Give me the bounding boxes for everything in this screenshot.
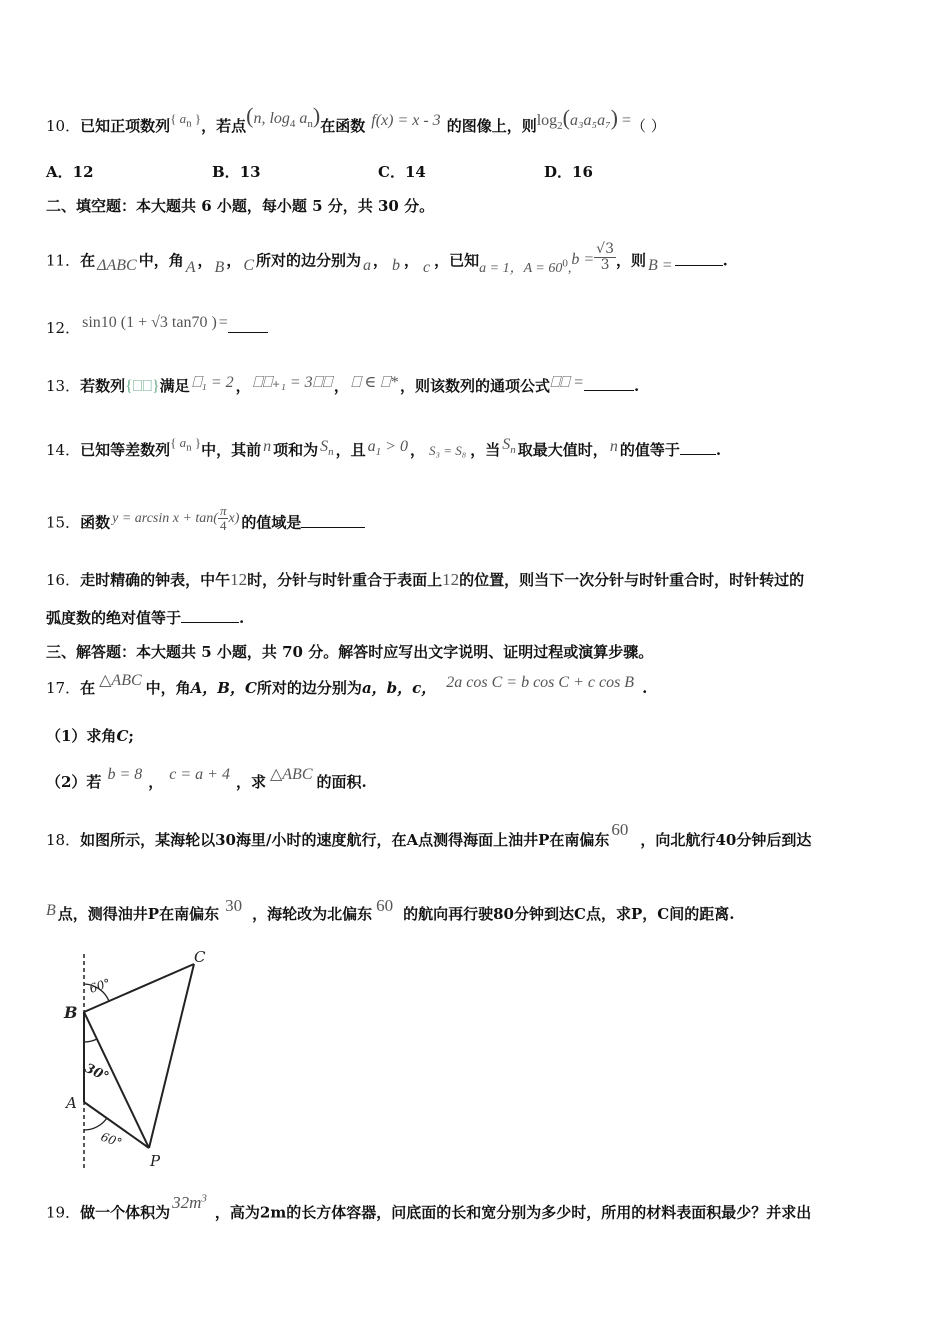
- q13-line: 13．若数列{⎕⎕}满足 ⎕₁ = 2 ， ⎕⎕₊₁ = 3⎕⎕ ， ⎕ ∈ ⎕* ，则该数列的通项公式⎕⎕ = .: [46, 374, 640, 395]
- q18-line-2: B 点，测得油井P在南偏东 30 ，海轮改为北偏东 60 的航向再行驶80分钟到达C点，求P，C间的距离.: [46, 896, 735, 923]
- q15-expression: y = arcsin x + tan( $\frac{\pi}{4}$ x): [112, 503, 240, 533]
- q15-number: 15．: [46, 513, 81, 532]
- q13-answer-blank: [584, 390, 634, 391]
- q11-condition: a = 1，$A = 60^0$,: [479, 256, 572, 276]
- q17-line: 17．在 △ABC 中，角A，B，C所对的边分别为a，b，c， 2a cos C = b cos C + c cos B .: [46, 672, 648, 697]
- q15-line: 15．函数 y = arcsin x + tan( $\frac{\pi}{4}$ x) 的值域是: [46, 510, 365, 539]
- label-c: C: [194, 948, 206, 966]
- q12-answer-blank: [228, 332, 268, 333]
- q17-part2: （2）若 b = 8 ， c = a + 4 ，求 △ABC 的面积.: [46, 766, 367, 791]
- q11-answer-blank: [675, 265, 723, 266]
- q10-choice-a: A．12: [46, 163, 94, 181]
- q12-line: 12． sin10 (1 + √3 tan70 ) =: [46, 318, 268, 339]
- q17-equation: 2a cos C = b cos C + c cos B: [446, 674, 635, 691]
- q10-point: (n, $\log_4 a_n$): [246, 103, 321, 131]
- q11-number: 11．: [46, 251, 81, 270]
- q12-number: 12．: [46, 319, 81, 337]
- q19-line: 19．做一个体积为$32m^3$，高为2m的长方体容器，问底面的长和宽分别为多少时，所用的材料表面积最少？并求出: [46, 1192, 812, 1222]
- q11-line: 11．在 ΔABC 中，角 A ， B ， C 所对的边分别为 a ， b ， c ，已知a = 1，$A = 60^0,b$ = $\frac{√3}{3}$ ，则 B = .: [46, 241, 728, 276]
- angle-label-bot: 60°: [98, 1129, 124, 1151]
- angle-label-top: 60°: [87, 975, 113, 996]
- q10-choice-d: D．16: [544, 163, 593, 181]
- q12-expression: sin10 (1 + √3 tan70 ): [82, 314, 217, 331]
- q16-answer-blank: [181, 622, 239, 623]
- angle-arc-bot: [84, 1118, 107, 1130]
- q16-line-1: 16．走时精确的钟表，中午12时，分针与时针重合于表面上12的位置，则当下一次分针与时针重合时，时针转过的: [46, 570, 805, 589]
- angle-label-mid: 30°: [82, 1061, 111, 1086]
- label-a: A: [66, 1094, 77, 1112]
- q14-answer-blank: [680, 454, 716, 455]
- q14-line: 14．已知等差数列{ $a_n$ }中，其前 n 项和为 $S_n$ ，且 $a_1 > 0$ ， S₃ = S₈ ，当 $S_n$ 取最大值时， n 的值等于 .: [46, 435, 722, 459]
- label-b: B: [64, 1003, 78, 1022]
- q16-number: 16．: [46, 571, 81, 589]
- section-2-heading: 二、填空题：本大题共 6 小题，每小题 5 分，共 30 分。: [46, 197, 435, 215]
- q10-number: 10．: [46, 117, 81, 135]
- q17-part1: （1）求角C;: [46, 727, 134, 745]
- q16-line-2: 弧度数的绝对值等于 .: [46, 609, 245, 627]
- q10-log-expression: $\log_2(a_3a_5a_7)$ =: [536, 105, 632, 133]
- q19-number: 19．: [46, 1203, 81, 1222]
- q15-answer-blank: [301, 527, 365, 528]
- q13-number: 13．: [46, 377, 81, 395]
- q10-seq-an: { $a_n$ }: [170, 111, 202, 130]
- q18-line-1: 18．如图所示，某海轮以30海里/小时的速度航行，在A点测得海面上油井P在南偏东60，向北航行40分钟后到达: [46, 820, 812, 849]
- q17-number: 17．: [46, 679, 81, 697]
- q10-answer-paren: （ ）: [631, 117, 666, 135]
- q10-choice-b: B．13: [212, 163, 261, 181]
- q10-line: 10．已知正项数列{ $a_n$ }，若点(n, $\log_4 a_n$)在函数 f(x) = x - 3 的图像上，则$\log_2(a_3a_5a_7)$ =（ ）: [46, 103, 666, 135]
- q18-number: 18．: [46, 831, 81, 849]
- segment-cp: [149, 964, 194, 1148]
- q11-fraction: $\frac{√3}{3}$: [596, 241, 614, 273]
- angle-arc-mid: [84, 1039, 97, 1042]
- q10-function: f(x) = x - 3: [371, 112, 441, 129]
- q10-choice-c: C．14: [378, 163, 426, 181]
- q14-number: 14．: [46, 441, 81, 459]
- q18-figure: [44, 946, 224, 1176]
- segment-bp: [84, 1012, 149, 1151]
- section-3-heading: 三、解答题：本大题共 5 小题，共 70 分。解答时应写出文字说明、证明过程或演算步骤。: [46, 643, 654, 661]
- label-p: P: [150, 1152, 161, 1170]
